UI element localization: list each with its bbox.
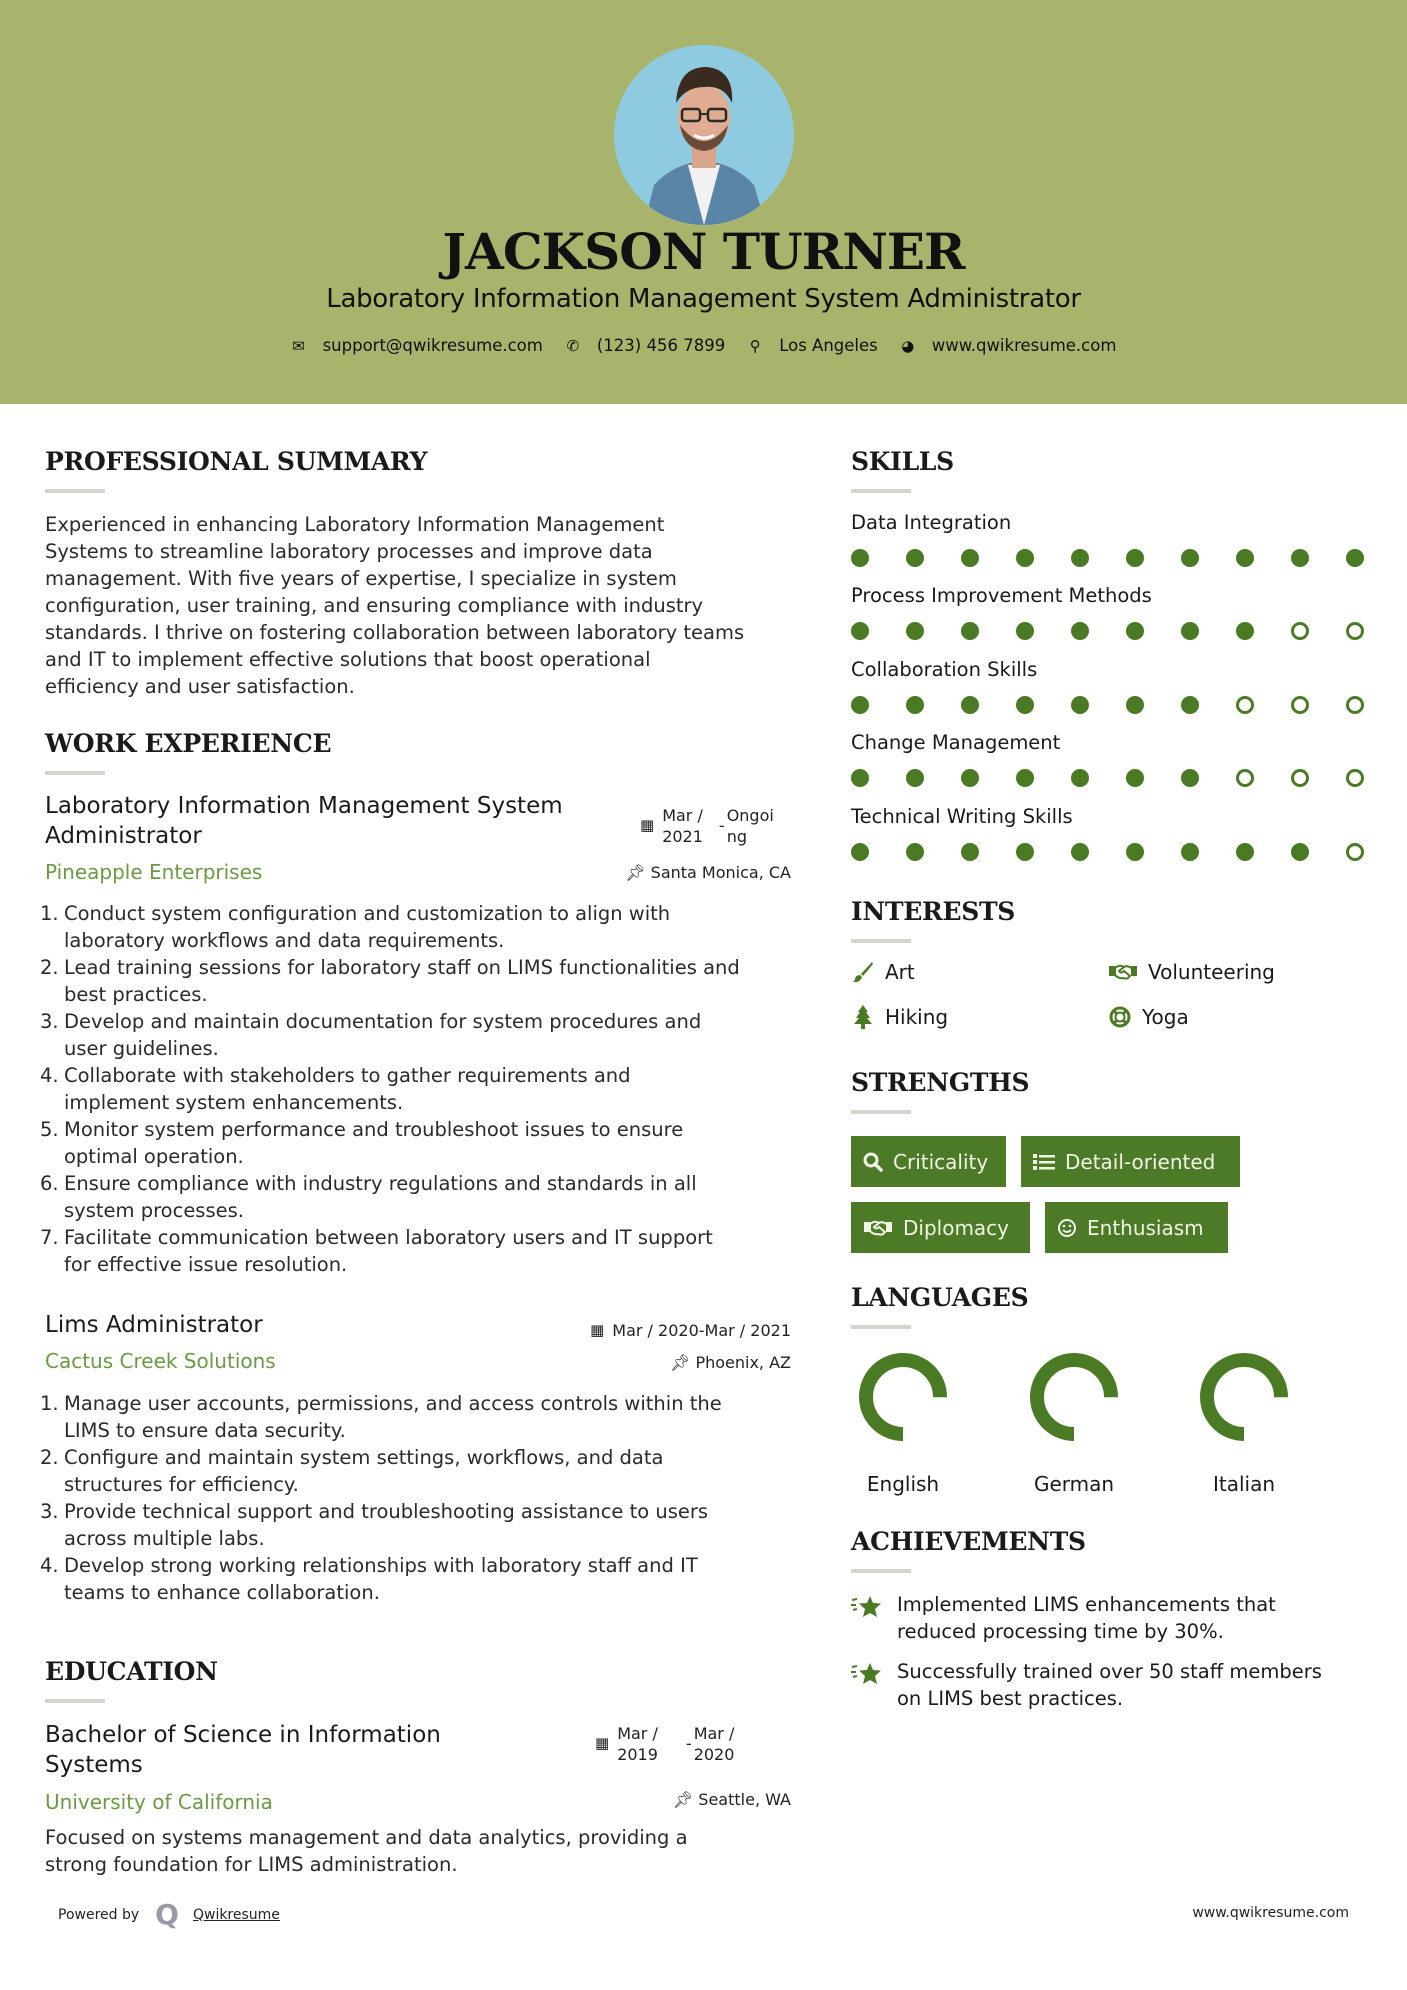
filled-dot-icon — [1181, 549, 1199, 567]
skill-label: Change Management — [851, 731, 1061, 754]
job-title — [45, 791, 635, 851]
job-location — [625, 863, 791, 882]
skill-rating — [851, 843, 1401, 861]
pushpin-icon: 📌︎ — [670, 1353, 691, 1372]
list-item: 6. Ensure compliance with industry regulations and standards in all system processes. — [40, 1172, 697, 1222]
section-underline — [45, 489, 105, 493]
section-heading-skills: SKILLS — [851, 447, 954, 476]
list-icon — [1033, 1153, 1055, 1171]
footer-url[interactable]: www.qwikresume.com — [1192, 1905, 1349, 1921]
section-heading-strengths: STRENGTHS — [851, 1068, 1030, 1097]
interest-label: Yoga — [1142, 1005, 1189, 1029]
interest-label: Art — [885, 960, 915, 984]
section-heading-interests: INTERESTS — [851, 897, 1016, 926]
summary-line: configuration, user training, and ensuring compliance with industry — [45, 594, 704, 617]
skill-rating — [851, 769, 1401, 787]
envelope-icon: ✉ — [292, 336, 305, 355]
skill-label: Technical Writing Skills — [851, 805, 1073, 828]
section-heading-achievements: ACHIEVEMENTS — [851, 1527, 1086, 1556]
interest-label: Volunteering — [1148, 960, 1275, 984]
list-item: 2. Lead training sessions for laboratory staff on LIMS functionalities and best practices. — [40, 956, 740, 1006]
summary-line: and IT to implement effective solutions that boost operational — [45, 648, 651, 671]
location-text: Phoenix, AZ — [695, 1353, 791, 1372]
list-item: 4. Collaborate with stakeholders to gather requirements and implement system enhancements. — [40, 1064, 631, 1114]
date-part: Mar / — [662, 806, 703, 825]
list-item: 3. Develop and maintain documentation for system procedures and user guidelines. — [40, 1010, 702, 1060]
date-separator: - — [718, 816, 725, 835]
strength-label: Enthusiasm — [1087, 1215, 1204, 1240]
handshake-icon — [1108, 962, 1138, 982]
job-dates — [640, 805, 774, 847]
date-part: Mar / — [617, 1724, 658, 1743]
empty-dot-icon — [1236, 696, 1254, 714]
filled-dot-icon — [1071, 696, 1089, 714]
pushpin-icon: 📌︎ — [672, 1790, 694, 1809]
filled-dot-icon — [1126, 843, 1144, 861]
empty-dot-icon — [1236, 769, 1254, 787]
filled-dot-icon — [851, 843, 869, 861]
empty-dot-icon — [1291, 622, 1309, 640]
filled-dot-icon — [906, 769, 924, 787]
filled-dot-icon — [1346, 549, 1364, 567]
interest-item-volunteering — [1108, 960, 1275, 984]
date-end — [727, 805, 774, 847]
list-item: 5. Monitor system performance and troubleshoot issues to ensure optimal operation. — [40, 1118, 684, 1168]
skill-label: Data Integration — [851, 511, 1012, 534]
avatar-icon — [614, 45, 794, 225]
language-item — [843, 1352, 963, 1496]
strength-badge-criticality — [851, 1136, 1006, 1187]
strength-label: Detail-oriented — [1065, 1149, 1216, 1174]
filled-dot-icon — [906, 622, 924, 640]
smile-icon — [1057, 1218, 1077, 1238]
paintbrush-icon — [851, 961, 875, 983]
contact-location — [747, 336, 878, 355]
powered-by-text: Powered by — [58, 1906, 140, 1923]
strength-label: Criticality — [893, 1149, 989, 1174]
filled-dot-icon — [1016, 696, 1034, 714]
achievement-text: Implemented LIMS enhancements that reduced processing time by 30%. — [897, 1593, 1276, 1643]
candidate-name: JACKSON TURNER — [442, 222, 965, 281]
powered-by — [58, 1898, 280, 1931]
list-item: 3. Provide technical support and troubleshooting assistance to users across multiple labs. — [40, 1500, 709, 1550]
date-end — [694, 1723, 735, 1765]
list-item: 4. Develop strong working relationships with laboratory staff and IT teams to enhance collaboration. — [40, 1554, 698, 1604]
section-underline — [851, 939, 911, 943]
school-name: University of California — [45, 1790, 273, 1814]
summary-text — [45, 511, 805, 700]
interest-item-yoga — [1108, 1005, 1189, 1029]
filled-dot-icon — [1291, 549, 1309, 567]
job-title-line: Administrator — [45, 823, 202, 849]
education-location — [673, 1790, 791, 1809]
section-underline — [851, 1569, 911, 1573]
candidate-title: Laboratory Information Management System Administrator — [326, 284, 1081, 314]
description-line: Focused on systems management and data analytics, providing a — [45, 1826, 688, 1849]
star-badge-icon — [851, 1591, 883, 1645]
section-underline — [851, 489, 911, 493]
summary-line: efficiency and user satisfaction. — [45, 675, 355, 698]
calendar-icon: ▦ — [590, 1321, 605, 1339]
section-underline — [45, 1699, 105, 1703]
section-underline — [45, 771, 105, 775]
filled-dot-icon — [1236, 549, 1254, 567]
filled-dot-icon — [1016, 549, 1034, 567]
filled-dot-icon — [1291, 843, 1309, 861]
calendar-icon: ▦ — [640, 816, 655, 834]
empty-dot-icon — [1291, 769, 1309, 787]
phone-text[interactable]: (123) 456 7899 — [596, 336, 726, 355]
degree-line: Bachelor of Science in Information — [45, 1722, 441, 1748]
strength-badge-enthusiasm — [1045, 1202, 1228, 1253]
date-part: 2020 — [693, 1745, 735, 1764]
interest-label: Hiking — [885, 1005, 949, 1029]
filled-dot-icon — [1126, 549, 1144, 567]
strength-badge-detail-oriented — [1021, 1136, 1240, 1187]
phone-icon: ✆ — [566, 336, 580, 355]
globe-icon: ◕ — [901, 336, 915, 355]
filled-dot-icon — [1181, 696, 1199, 714]
language-label: English — [866, 1472, 940, 1496]
search-icon — [863, 1152, 883, 1172]
skill-rating — [851, 549, 1401, 567]
interest-item-art — [851, 960, 915, 984]
summary-line: management. With five years of expertise, I specialize in system — [45, 567, 677, 590]
filled-dot-icon — [851, 549, 869, 567]
empty-dot-icon — [1346, 622, 1364, 640]
resume-header — [0, 0, 1407, 404]
section-heading-summary: PROFESSIONAL SUMMARY — [45, 447, 428, 476]
job-bullets — [40, 1390, 815, 1606]
language-label: German — [1033, 1472, 1115, 1496]
filled-dot-icon — [851, 622, 869, 640]
language-item — [1014, 1352, 1134, 1496]
empty-dot-icon — [1346, 696, 1364, 714]
list-item: 7. Facilitate communication between laboratory users and IT support for effective issue resolution. — [40, 1226, 713, 1276]
summary-line: standards. I thrive on fostering collaboration between laboratory teams — [45, 621, 745, 644]
contact-website[interactable] — [900, 336, 1117, 355]
skill-rating — [851, 696, 1401, 714]
filled-dot-icon — [1236, 843, 1254, 861]
section-heading-languages: LANGUAGES — [851, 1283, 1029, 1312]
filled-dot-icon — [1126, 622, 1144, 640]
filled-dot-icon — [906, 549, 924, 567]
date-separator: - — [685, 1734, 692, 1753]
empty-dot-icon — [1346, 769, 1364, 787]
profile-photo — [614, 45, 794, 225]
achievement-item — [851, 1591, 1276, 1645]
education-dates — [595, 1723, 734, 1765]
job-title: Lims Administrator — [45, 1312, 263, 1338]
filled-dot-icon — [1016, 622, 1034, 640]
empty-dot-icon — [1291, 696, 1309, 714]
life-ring-icon — [1108, 1006, 1132, 1028]
filled-dot-icon — [961, 843, 979, 861]
job-dates — [590, 1321, 791, 1340]
list-item: 2. Configure and maintain system settings, workflows, and data structures for efficiency. — [40, 1446, 664, 1496]
date-part: ng — [726, 827, 747, 846]
job-title-line: Laboratory Information Management System — [45, 793, 563, 819]
strength-label: Diplomacy — [903, 1215, 1010, 1240]
interest-item-hiking — [851, 1005, 948, 1029]
date-part: 2021 — [662, 827, 703, 846]
filled-dot-icon — [1181, 622, 1199, 640]
contact-email[interactable] — [291, 336, 543, 355]
language-progress-ring-icon — [858, 1352, 948, 1442]
filled-dot-icon — [1236, 622, 1254, 640]
contact-phone[interactable] — [565, 336, 725, 355]
website-text[interactable]: www.qwikresume.com — [931, 336, 1117, 355]
list-item: 1. Manage user accounts, permissions, and access controls within the LIMS to ensure data security. — [40, 1392, 722, 1442]
location-text: Santa Monica, CA — [650, 863, 791, 882]
language-label: Italian — [1212, 1472, 1276, 1496]
map-marker-icon: ⚲ — [749, 336, 761, 355]
filled-dot-icon — [961, 696, 979, 714]
language-progress-ring-icon — [1029, 1352, 1119, 1442]
section-heading-experience: WORK EXPERIENCE — [45, 729, 332, 758]
summary-line: Experienced in enhancing Laboratory Information Management — [45, 513, 665, 536]
language-progress-ring-icon — [1199, 1352, 1289, 1442]
filled-dot-icon — [851, 769, 869, 787]
summary-line: Systems to streamline laboratory processes and improve data — [45, 540, 653, 563]
date-start — [662, 805, 703, 847]
qwikresume-logo-icon: Q — [155, 1898, 179, 1931]
description-line: strong foundation for LIMS administration. — [45, 1853, 458, 1876]
filled-dot-icon — [1126, 769, 1144, 787]
job-location — [670, 1353, 791, 1372]
filled-dot-icon — [961, 549, 979, 567]
filled-dot-icon — [1016, 769, 1034, 787]
filled-dot-icon — [1016, 843, 1034, 861]
location-text: Seattle, WA — [698, 1790, 791, 1809]
degree-title — [45, 1720, 565, 1780]
filled-dot-icon — [1071, 843, 1089, 861]
date-range: Mar / 2020-Mar / 2021 — [612, 1321, 791, 1340]
section-heading-education: EDUCATION — [45, 1657, 218, 1686]
list-item: 1. Conduct system configuration and customization to align with laboratory workflows and data requirements. — [40, 902, 671, 952]
skill-label: Collaboration Skills — [851, 658, 1038, 681]
filled-dot-icon — [961, 622, 979, 640]
language-item — [1184, 1352, 1304, 1496]
education-description — [45, 1824, 805, 1878]
achievement-text: Successfully trained over 50 staff members on LIMS best practices. — [897, 1660, 1322, 1710]
pushpin-icon: 📌︎ — [625, 863, 646, 882]
tree-icon — [851, 1005, 875, 1029]
company-name: Cactus Creek Solutions — [45, 1349, 276, 1373]
job-bullets — [40, 900, 815, 1278]
achievement-item — [851, 1658, 1322, 1712]
skill-rating — [851, 622, 1401, 640]
calendar-icon: ▦ — [595, 1734, 610, 1752]
filled-dot-icon — [1181, 843, 1199, 861]
filled-dot-icon — [906, 843, 924, 861]
star-badge-icon — [851, 1658, 883, 1712]
filled-dot-icon — [1071, 549, 1089, 567]
location-text: Los Angeles — [779, 336, 878, 355]
filled-dot-icon — [1181, 769, 1199, 787]
qwikresume-link[interactable]: Qwikresume — [192, 1906, 280, 1923]
email-text[interactable]: support@qwikresume.com — [322, 336, 543, 355]
filled-dot-icon — [1126, 696, 1144, 714]
section-underline — [851, 1110, 911, 1114]
section-underline — [851, 1325, 911, 1329]
filled-dot-icon — [851, 696, 869, 714]
skill-label: Process Improvement Methods — [851, 584, 1152, 607]
date-part: 2019 — [617, 1745, 658, 1764]
empty-dot-icon — [1346, 843, 1364, 861]
filled-dot-icon — [906, 696, 924, 714]
date-part: Mar / — [693, 1724, 735, 1743]
contact-bar — [0, 336, 1407, 355]
filled-dot-icon — [961, 769, 979, 787]
date-part: Ongoi — [726, 806, 774, 825]
handshake-icon — [863, 1218, 893, 1238]
filled-dot-icon — [1071, 769, 1089, 787]
degree-line: Systems — [45, 1752, 143, 1778]
strength-badge-diplomacy — [851, 1202, 1030, 1253]
date-start — [617, 1723, 658, 1765]
company-name: Pineapple Enterprises — [45, 860, 263, 884]
filled-dot-icon — [1071, 622, 1089, 640]
